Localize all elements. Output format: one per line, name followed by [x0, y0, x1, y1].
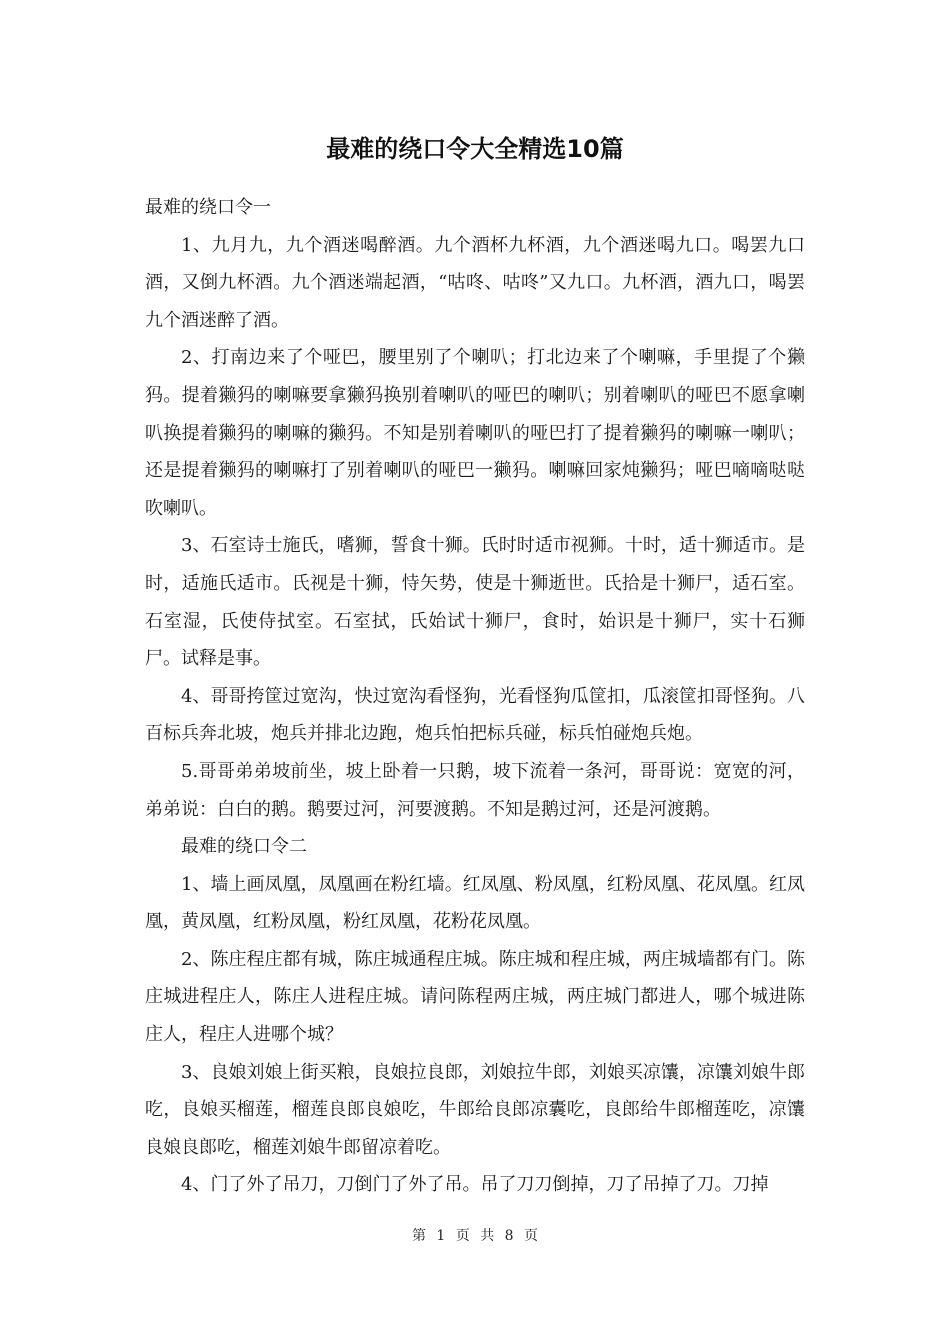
footer-label-of: 页 共 — [455, 1228, 495, 1244]
footer-label-pages: 页 — [524, 1228, 539, 1244]
page-footer — [0, 1226, 950, 1246]
footer-current-page: 1 — [436, 1228, 446, 1244]
footer-label-page: 第 — [411, 1228, 426, 1244]
paragraph: 1、九月九，九个酒迷喝醉酒。九个酒杯九杯酒，九个酒迷喝九口。喝罢九口酒，又倒九杯酒。九个酒迷端起酒，“咕咚、咕咚”又九口。九杯酒，酒九口，喝罢九个酒迷醉了酒。 — [145, 234, 805, 331]
paragraph: 2、打南边来了个哑巴，腰里别了个喇叭；打北边来了个喇嘛，手里提了个獭犸。提着獭犸的喇嘛要拿獭犸换别着喇叭的哑巴的喇叭；别着喇叭的哑巴不愿拿喇叭换提着獭犸的喇嘛的獭犸。不知是别着喇叭的哑巴打了提着獭犸的喇嘛一喇叭；还是提着獭犸的喇嘛打了别着喇叭的哑巴一獭犸。喇嘛回家炖獭犸；哑巴嘀嘀哒哒吹喇叭。 — [145, 347, 805, 519]
paragraph: 5.哥哥弟弟坡前坐，坡上卧着一只鹅，坡下流着一条河，哥哥说：宽宽的河，弟弟说：白白的鹅。鹅要过河，河要渡鹅。不知是鹅过河，还是河渡鹅。 — [145, 760, 805, 820]
footer-total-pages: 8 — [504, 1228, 514, 1244]
paragraph: 4、哥哥挎筐过宽沟，快过宽沟看怪狗，光看怪狗瓜筐扣，瓜滚筐扣哥怪狗。八百标兵奔北坡，炮兵并排北边跑，炮兵怕把标兵碰，标兵怕碰炮兵炮。 — [145, 685, 805, 745]
document-body — [145, 189, 805, 1204]
paragraph: 3、良娘刘娘上街买粮，良娘拉良郎，刘娘拉牛郎，刘娘买凉馕，凉馕刘娘牛郎吃，良娘买榴莲，榴莲良郎良娘吃，牛郎给良郎凉囊吃，良郎给牛郎榴莲吃，凉馕良娘良郎吃，榴莲刘娘牛郎留凉着吃。 — [145, 1061, 805, 1158]
section-heading-2: 最难的绕口令二 — [181, 836, 307, 858]
section-heading-1: 最难的绕口令一 — [145, 197, 271, 218]
paragraph: 1、墙上画凤凰，凤凰画在粉红墙。红凤凰、粉凤凰，红粉凤凰、花凤凰。红凤凰，黄凤凰，红粉凤凰，粉红凤凰，花粉花凤凰。 — [145, 873, 805, 933]
paragraph: 4、门了外了吊刀，刀倒门了外了吊。吊了刀刀倒掉，刀了吊掉了刀。刀掉 — [181, 1174, 769, 1196]
paragraph: 3、石室诗士施氏，嗜狮，誓食十狮。氏时时适市视狮。十时，适十狮适市。是时，适施氏适市。氏视是十狮，恃矢势，使是十狮逝世。氏拾是十狮尸，适石室。石室湿，氏使侍拭室。石室拭，氏始试十狮尸，食时，始识是十狮尸，实十石狮尸。试释是事。 — [145, 535, 805, 670]
paragraph: 2、陈庄程庄都有城，陈庄城通程庄城。陈庄城和程庄城，两庄城墙都有门。陈庄城进程庄人，陈庄人进程庄城。请问陈程两庄城，两庄城门都进人，哪个城进陈庄人，程庄人进哪个城？ — [145, 948, 805, 1046]
document-title: 最难的绕口令大全精选10篇 — [326, 135, 624, 163]
